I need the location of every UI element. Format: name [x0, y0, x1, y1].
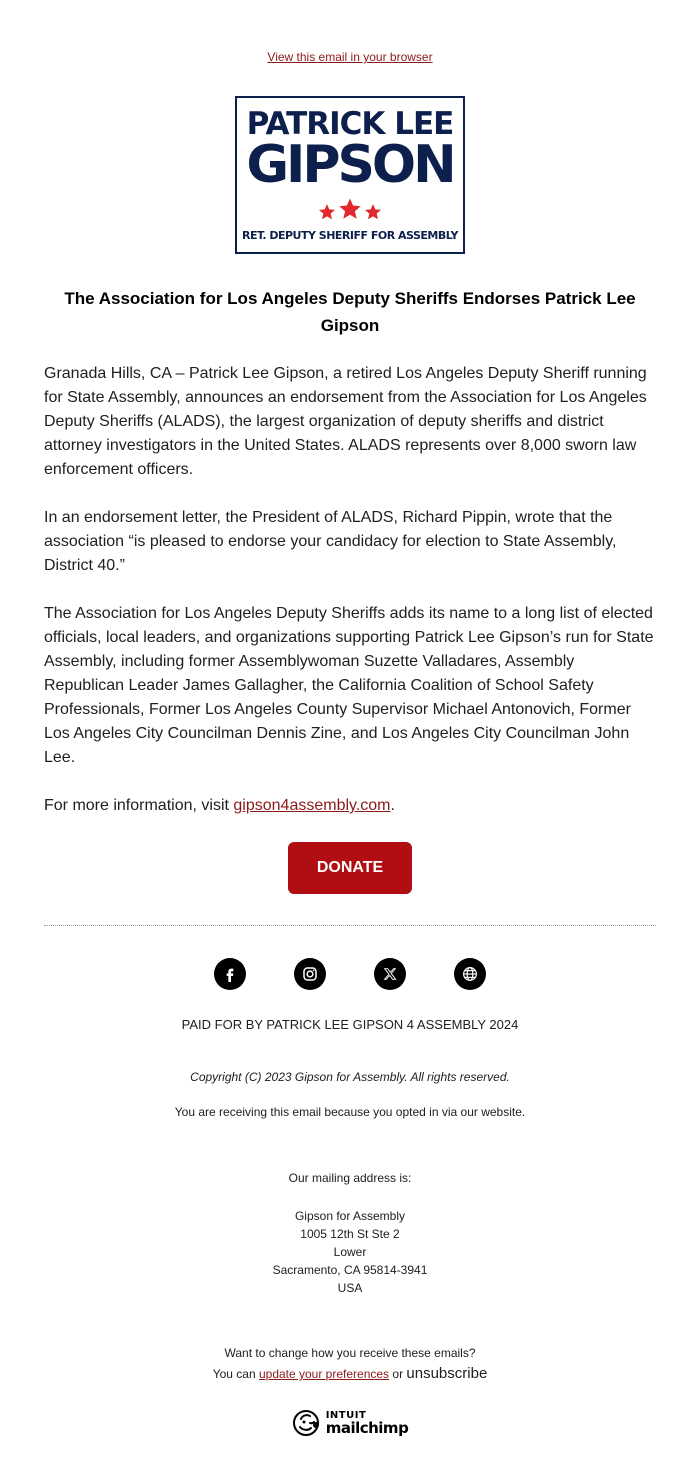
preferences-line: [0, 1365, 700, 1382]
copyright: Copyright (C) 2023 Gipson for Assembly. All rights reserved.: [190, 1070, 510, 1084]
change-preferences-text: Want to change how you receive these emails?: [224, 1346, 476, 1360]
unsubscribe-link[interactable]: unsubscribe: [406, 1365, 488, 1382]
logo-line2: GIPSON: [246, 135, 454, 195]
paid-for-disclaimer: PAID FOR BY PATRICK LEE GIPSON 4 ASSEMBLY 2024: [181, 1017, 519, 1032]
stars-icon: [237, 195, 463, 221]
paragraph-2: In an endorsement letter, the President of ALADS, Richard Pippin, wrote that the association “is pleased to endorse your candidacy for election to State Assembly, District 40.”: [44, 509, 617, 574]
mailchimp-badge[interactable]: [0, 1408, 700, 1438]
paragraph-1: Granada Hills, CA – Patrick Lee Gipson, a retired Los Angeles Deputy Sheriff running for State Assembly, announces an endorsement from the Association for Los Angeles Deputy Sheriffs (ALADS), the largest organization of deputy sheriffs and district attorney investigators in the United States. ALADS represents over 8,000 sworn law enforcement officers.: [44, 365, 647, 478]
paragraph-4: [44, 794, 656, 818]
instagram-icon[interactable]: [294, 958, 326, 990]
view-in-browser: [0, 50, 700, 64]
address-line: USA: [337, 1281, 363, 1295]
intuit-label: INTUIT: [325, 1409, 367, 1421]
campaign-logo: [235, 96, 465, 254]
view-in-browser-link[interactable]: View this email in your browser: [267, 50, 433, 64]
address-line: Lower: [333, 1245, 367, 1259]
divider: [44, 925, 656, 926]
website-link[interactable]: gipson4assembly.com: [233, 797, 391, 814]
donate-button[interactable]: DONATE: [288, 842, 412, 894]
address-line: Sacramento, CA 95814-3941: [272, 1263, 428, 1277]
more-info-suffix: .: [390, 797, 395, 814]
paragraph-3: The Association for Los Angeles Deputy Sheriffs adds its name to a long list of elected officials, local leaders, and organizations supporting Patrick Lee Gipson’s run for State Assembly, including former Assemblywoman Suzette Valladares, Assembly Republican Leader James Gallagher, the California Coalition of School Safety Professionals, Former Los Angeles County Supervisor Michael Antonovich, Former Los Angeles City Councilman Dennis Zine, and Los Angeles City Councilman John Lee.: [44, 605, 654, 766]
or-text: or: [389, 1367, 407, 1381]
mailing-address: [0, 1207, 700, 1297]
website-icon[interactable]: [454, 958, 486, 990]
logo-line1: PATRICK LEE: [246, 106, 454, 142]
receiving-reason: You are receiving this email because you opted in via our website.: [174, 1105, 526, 1119]
mailing-address-label: Our mailing address is:: [288, 1171, 412, 1185]
mailchimp-icon: [292, 1408, 322, 1438]
address-line: 1005 12th St Ste 2: [300, 1227, 400, 1241]
logo-tagline: RET. DEPUTY SHERIFF FOR ASSEMBLY: [242, 229, 458, 242]
mailchimp-wordmark: [326, 1411, 409, 1436]
mailchimp-label: mailchimp: [325, 1418, 409, 1437]
you-can-text: You can: [212, 1367, 259, 1381]
address-line: Gipson for Assembly: [294, 1209, 406, 1223]
facebook-icon[interactable]: [214, 958, 246, 990]
update-preferences-link[interactable]: update your preferences: [258, 1367, 390, 1381]
article-headline: The Association for Los Angeles Deputy Sheriffs Endorses Patrick Lee Gipson: [64, 289, 636, 335]
x-icon[interactable]: [374, 958, 406, 990]
social-links: [0, 958, 700, 990]
more-info-prefix: For more information, visit: [44, 797, 234, 814]
